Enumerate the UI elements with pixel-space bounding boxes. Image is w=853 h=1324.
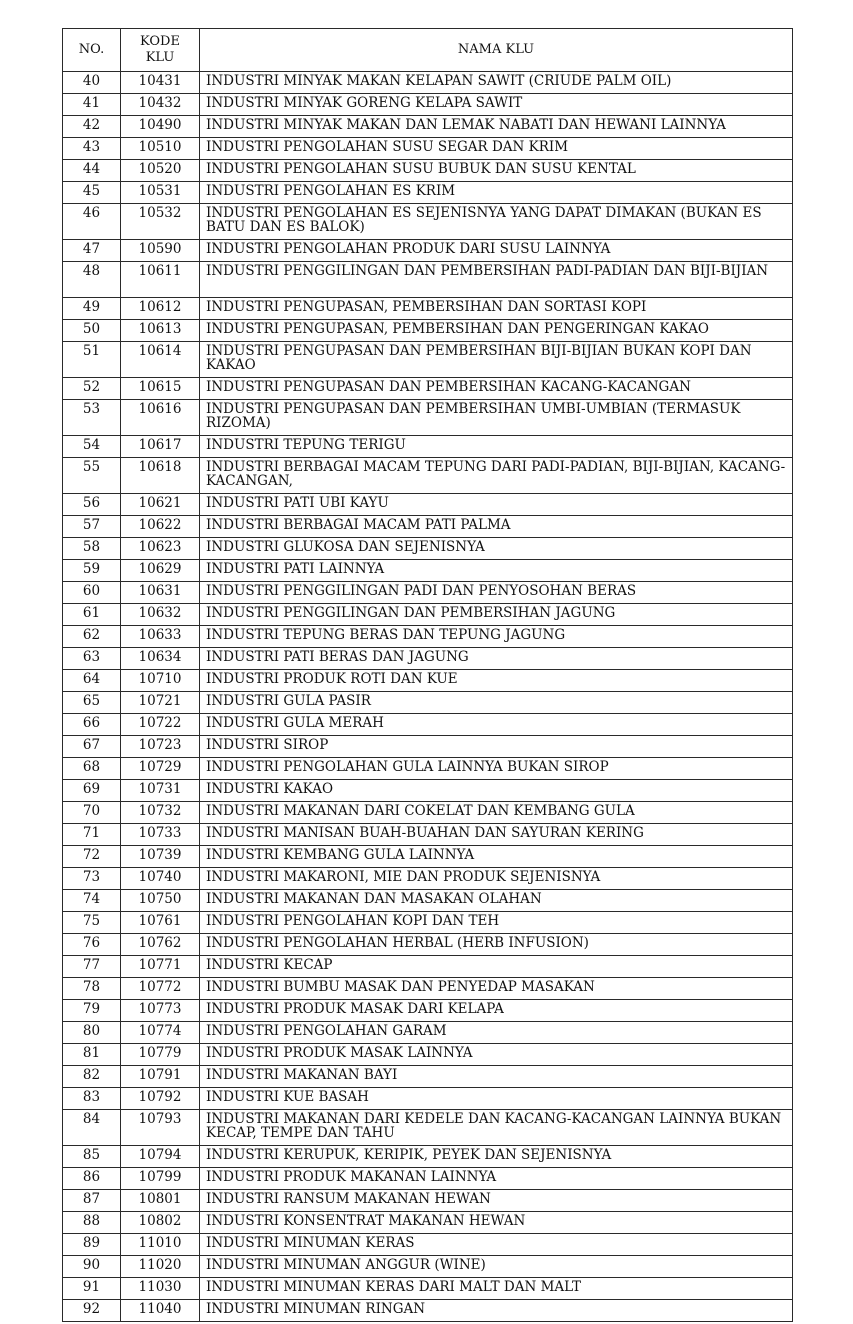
row-nama: INDUSTRI PENGOLAHAN GARAM bbox=[200, 1022, 793, 1044]
row-kode: 10623 bbox=[121, 538, 200, 560]
table-row bbox=[63, 912, 793, 934]
row-kode: 10791 bbox=[121, 1066, 200, 1088]
row-nama: INDUSTRI PENGOLAHAN ES SEJENISNYA YANG DAPAT DIMAKAN (BUKAN ES BATU DAN ES BALOK) bbox=[200, 204, 793, 240]
row-no: 63 bbox=[63, 648, 121, 670]
table-row bbox=[63, 1110, 793, 1146]
row-nama: INDUSTRI KEMBANG GULA LAINNYA bbox=[200, 846, 793, 868]
table-row bbox=[63, 978, 793, 1000]
table-row bbox=[63, 262, 793, 298]
table-row bbox=[63, 1066, 793, 1088]
row-kode: 10614 bbox=[121, 342, 200, 378]
table-row bbox=[63, 1256, 793, 1278]
row-nama: INDUSTRI PENGUPASAN DAN PEMBERSIHAN UMBI-UMBIAN (TERMASUK RIZOMA) bbox=[200, 400, 793, 436]
row-kode: 10622 bbox=[121, 516, 200, 538]
row-kode: 10739 bbox=[121, 846, 200, 868]
row-no: 44 bbox=[63, 160, 121, 182]
row-no: 85 bbox=[63, 1146, 121, 1168]
table-row bbox=[63, 670, 793, 692]
row-kode: 10612 bbox=[121, 298, 200, 320]
row-no: 49 bbox=[63, 298, 121, 320]
row-no: 74 bbox=[63, 890, 121, 912]
table-row bbox=[63, 320, 793, 342]
row-nama: INDUSTRI PENGUPASAN DAN PEMBERSIHAN BIJI-BIJIAN BUKAN KOPI DAN KAKAO bbox=[200, 342, 793, 378]
row-kode: 10431 bbox=[121, 72, 200, 94]
row-nama: INDUSTRI PENGOLAHAN PRODUK DARI SUSU LAINNYA bbox=[200, 240, 793, 262]
row-no: 75 bbox=[63, 912, 121, 934]
row-kode: 10802 bbox=[121, 1212, 200, 1234]
table-body bbox=[63, 72, 793, 1322]
row-no: 68 bbox=[63, 758, 121, 780]
table-row bbox=[63, 1190, 793, 1212]
row-no: 91 bbox=[63, 1278, 121, 1300]
row-nama: INDUSTRI MINYAK MAKAN DAN LEMAK NABATI DAN HEWANI LAINNYA bbox=[200, 116, 793, 138]
row-no: 87 bbox=[63, 1190, 121, 1212]
row-kode: 10618 bbox=[121, 458, 200, 494]
row-kode: 10723 bbox=[121, 736, 200, 758]
table-row bbox=[63, 714, 793, 736]
row-no: 70 bbox=[63, 802, 121, 824]
row-no: 61 bbox=[63, 604, 121, 626]
row-no: 72 bbox=[63, 846, 121, 868]
row-no: 89 bbox=[63, 1234, 121, 1256]
row-nama: INDUSTRI BERBAGAI MACAM PATI PALMA bbox=[200, 516, 793, 538]
row-kode: 10772 bbox=[121, 978, 200, 1000]
row-kode: 10616 bbox=[121, 400, 200, 436]
row-nama: INDUSTRI PATI BERAS DAN JAGUNG bbox=[200, 648, 793, 670]
row-kode: 10520 bbox=[121, 160, 200, 182]
row-no: 84 bbox=[63, 1110, 121, 1146]
row-no: 82 bbox=[63, 1066, 121, 1088]
table-row bbox=[63, 458, 793, 494]
row-no: 83 bbox=[63, 1088, 121, 1110]
table-row bbox=[63, 138, 793, 160]
row-nama: INDUSTRI PENGOLAHAN ES KRIM bbox=[200, 182, 793, 204]
row-no: 86 bbox=[63, 1168, 121, 1190]
row-nama: INDUSTRI PRODUK ROTI DAN KUE bbox=[200, 670, 793, 692]
table-row bbox=[63, 1212, 793, 1234]
row-nama: INDUSTRI MAKANAN DAN MASAKAN OLAHAN bbox=[200, 890, 793, 912]
row-nama: INDUSTRI MINUMAN ANGGUR (WINE) bbox=[200, 1256, 793, 1278]
row-nama: INDUSTRI PENGOLAHAN HERBAL (HERB INFUSION) bbox=[200, 934, 793, 956]
row-nama: INDUSTRI PENGOLAHAN SUSU BUBUK DAN SUSU KENTAL bbox=[200, 160, 793, 182]
row-kode: 10740 bbox=[121, 868, 200, 890]
row-no: 79 bbox=[63, 1000, 121, 1022]
table-row bbox=[63, 1278, 793, 1300]
row-nama: INDUSTRI KECAP bbox=[200, 956, 793, 978]
table-row bbox=[63, 342, 793, 378]
row-no: 60 bbox=[63, 582, 121, 604]
row-kode: 10722 bbox=[121, 714, 200, 736]
table-row bbox=[63, 780, 793, 802]
row-nama: INDUSTRI MAKANAN DARI COKELAT DAN KEMBANG GULA bbox=[200, 802, 793, 824]
row-no: 59 bbox=[63, 560, 121, 582]
table-row bbox=[63, 1000, 793, 1022]
row-kode: 10510 bbox=[121, 138, 200, 160]
klu-table bbox=[62, 28, 793, 1322]
row-no: 67 bbox=[63, 736, 121, 758]
table-row bbox=[63, 1044, 793, 1066]
row-no: 52 bbox=[63, 378, 121, 400]
table-row bbox=[63, 1234, 793, 1256]
row-no: 76 bbox=[63, 934, 121, 956]
row-kode: 10621 bbox=[121, 494, 200, 516]
row-kode: 11020 bbox=[121, 1256, 200, 1278]
row-no: 48 bbox=[63, 262, 121, 298]
row-kode: 10721 bbox=[121, 692, 200, 714]
table-row bbox=[63, 436, 793, 458]
table-row bbox=[63, 1146, 793, 1168]
table-header bbox=[63, 29, 793, 72]
row-kode: 10531 bbox=[121, 182, 200, 204]
row-no: 90 bbox=[63, 1256, 121, 1278]
row-kode: 10731 bbox=[121, 780, 200, 802]
row-nama: INDUSTRI GULA PASIR bbox=[200, 692, 793, 714]
row-kode: 10615 bbox=[121, 378, 200, 400]
row-no: 51 bbox=[63, 342, 121, 378]
row-no: 40 bbox=[63, 72, 121, 94]
row-nama: INDUSTRI GULA MERAH bbox=[200, 714, 793, 736]
table-row bbox=[63, 94, 793, 116]
row-no: 69 bbox=[63, 780, 121, 802]
row-no: 78 bbox=[63, 978, 121, 1000]
row-nama: INDUSTRI KONSENTRAT MAKANAN HEWAN bbox=[200, 1212, 793, 1234]
table-row bbox=[63, 400, 793, 436]
table-row bbox=[63, 494, 793, 516]
row-no: 92 bbox=[63, 1300, 121, 1322]
row-no: 77 bbox=[63, 956, 121, 978]
row-nama: INDUSTRI MAKARONI, MIE DAN PRODUK SEJENISNYA bbox=[200, 868, 793, 890]
row-nama: INDUSTRI PENGUPASAN, PEMBERSIHAN DAN SORTASI KOPI bbox=[200, 298, 793, 320]
table-row bbox=[63, 824, 793, 846]
row-no: 50 bbox=[63, 320, 121, 342]
row-nama: INDUSTRI KAKAO bbox=[200, 780, 793, 802]
header-nama: NAMA KLU bbox=[200, 29, 793, 72]
row-kode: 11010 bbox=[121, 1234, 200, 1256]
table-row bbox=[63, 516, 793, 538]
row-kode: 10617 bbox=[121, 436, 200, 458]
row-no: 64 bbox=[63, 670, 121, 692]
row-kode: 10779 bbox=[121, 1044, 200, 1066]
table-row bbox=[63, 1088, 793, 1110]
row-kode: 10750 bbox=[121, 890, 200, 912]
row-kode: 10733 bbox=[121, 824, 200, 846]
table-row bbox=[63, 736, 793, 758]
row-nama: INDUSTRI PENGOLAHAN KOPI DAN TEH bbox=[200, 912, 793, 934]
row-nama: INDUSTRI MINUMAN KERAS DARI MALT DAN MALT bbox=[200, 1278, 793, 1300]
row-no: 41 bbox=[63, 94, 121, 116]
table-row bbox=[63, 758, 793, 780]
row-no: 54 bbox=[63, 436, 121, 458]
row-kode: 10794 bbox=[121, 1146, 200, 1168]
row-nama: INDUSTRI TEPUNG BERAS DAN TEPUNG JAGUNG bbox=[200, 626, 793, 648]
row-nama: INDUSTRI PENGGILINGAN PADI DAN PENYOSOHAN BERAS bbox=[200, 582, 793, 604]
row-nama: INDUSTRI PENGUPASAN DAN PEMBERSIHAN KACANG-KACANGAN bbox=[200, 378, 793, 400]
row-nama: INDUSTRI BUMBU MASAK DAN PENYEDAP MASAKAN bbox=[200, 978, 793, 1000]
row-nama: INDUSTRI PENGOLAHAN SUSU SEGAR DAN KRIM bbox=[200, 138, 793, 160]
row-nama: INDUSTRI PATI LAINNYA bbox=[200, 560, 793, 582]
row-no: 73 bbox=[63, 868, 121, 890]
row-nama: INDUSTRI MINUMAN RINGAN bbox=[200, 1300, 793, 1322]
table-row bbox=[63, 1300, 793, 1322]
row-nama: INDUSTRI SIROP bbox=[200, 736, 793, 758]
row-nama: INDUSTRI PRODUK MASAK DARI KELAPA bbox=[200, 1000, 793, 1022]
table-row bbox=[63, 116, 793, 138]
row-nama: INDUSTRI PATI UBI KAYU bbox=[200, 494, 793, 516]
row-kode: 10710 bbox=[121, 670, 200, 692]
row-nama: INDUSTRI PENGUPASAN, PEMBERSIHAN DAN PENGERINGAN KAKAO bbox=[200, 320, 793, 342]
table-row bbox=[63, 182, 793, 204]
row-kode: 11040 bbox=[121, 1300, 200, 1322]
row-kode: 10632 bbox=[121, 604, 200, 626]
row-no: 80 bbox=[63, 1022, 121, 1044]
table-row bbox=[63, 604, 793, 626]
table-row bbox=[63, 560, 793, 582]
table-row bbox=[63, 648, 793, 670]
row-no: 88 bbox=[63, 1212, 121, 1234]
row-no: 43 bbox=[63, 138, 121, 160]
header-kode-line1: KODE bbox=[140, 34, 180, 49]
row-no: 45 bbox=[63, 182, 121, 204]
table-row bbox=[63, 626, 793, 648]
table-row bbox=[63, 1168, 793, 1190]
row-nama: INDUSTRI PENGGILINGAN DAN PEMBERSIHAN JAGUNG bbox=[200, 604, 793, 626]
table-row bbox=[63, 846, 793, 868]
row-kode: 10774 bbox=[121, 1022, 200, 1044]
row-kode: 10799 bbox=[121, 1168, 200, 1190]
row-nama: INDUSTRI MINUMAN KERAS bbox=[200, 1234, 793, 1256]
row-kode: 10629 bbox=[121, 560, 200, 582]
table-row bbox=[63, 802, 793, 824]
row-kode: 10613 bbox=[121, 320, 200, 342]
row-nama: INDUSTRI PRODUK MAKANAN LAINNYA bbox=[200, 1168, 793, 1190]
table-row bbox=[63, 538, 793, 560]
table-row bbox=[63, 204, 793, 240]
row-nama: INDUSTRI PENGGILINGAN DAN PEMBERSIHAN PADI-PADIAN DAN BIJI-BIJIAN bbox=[200, 262, 793, 298]
table-row bbox=[63, 160, 793, 182]
row-no: 46 bbox=[63, 204, 121, 240]
table-row bbox=[63, 890, 793, 912]
table-row bbox=[63, 934, 793, 956]
row-kode: 10793 bbox=[121, 1110, 200, 1146]
table-row bbox=[63, 240, 793, 262]
row-no: 55 bbox=[63, 458, 121, 494]
row-no: 42 bbox=[63, 116, 121, 138]
row-nama: INDUSTRI PENGOLAHAN GULA LAINNYA BUKAN SIROP bbox=[200, 758, 793, 780]
row-kode: 10801 bbox=[121, 1190, 200, 1212]
row-kode: 10633 bbox=[121, 626, 200, 648]
row-nama: INDUSTRI TEPUNG TERIGU bbox=[200, 436, 793, 458]
table-row bbox=[63, 692, 793, 714]
row-nama: INDUSTRI MAKANAN DARI KEDELE DAN KACANG-KACANGAN LAINNYA BUKAN KECAP, TEMPE DAN TAHU bbox=[200, 1110, 793, 1146]
row-no: 57 bbox=[63, 516, 121, 538]
row-kode: 10771 bbox=[121, 956, 200, 978]
row-kode: 10761 bbox=[121, 912, 200, 934]
header-kode-line2: KLU bbox=[145, 50, 175, 65]
row-kode: 10532 bbox=[121, 204, 200, 240]
row-nama: INDUSTRI MAKANAN BAYI bbox=[200, 1066, 793, 1088]
row-nama: INDUSTRI RANSUM MAKANAN HEWAN bbox=[200, 1190, 793, 1212]
row-nama: INDUSTRI GLUKOSA DAN SEJENISNYA bbox=[200, 538, 793, 560]
row-nama: INDUSTRI KERUPUK, KERIPIK, PEYEK DAN SEJENISNYA bbox=[200, 1146, 793, 1168]
row-no: 56 bbox=[63, 494, 121, 516]
row-no: 65 bbox=[63, 692, 121, 714]
row-no: 58 bbox=[63, 538, 121, 560]
table-row bbox=[63, 72, 793, 94]
row-nama: INDUSTRI MINYAK GORENG KELAPA SAWIT bbox=[200, 94, 793, 116]
row-no: 53 bbox=[63, 400, 121, 436]
row-nama: INDUSTRI PRODUK MASAK LAINNYA bbox=[200, 1044, 793, 1066]
row-no: 66 bbox=[63, 714, 121, 736]
row-kode: 10773 bbox=[121, 1000, 200, 1022]
row-kode: 11030 bbox=[121, 1278, 200, 1300]
row-kode: 10729 bbox=[121, 758, 200, 780]
row-no: 47 bbox=[63, 240, 121, 262]
row-nama: INDUSTRI MINYAK MAKAN KELAPAN SAWIT (CRIUDE PALM OIL) bbox=[200, 72, 793, 94]
header-no: NO. bbox=[63, 29, 121, 72]
table-row bbox=[63, 378, 793, 400]
row-kode: 10590 bbox=[121, 240, 200, 262]
row-kode: 10634 bbox=[121, 648, 200, 670]
row-nama: INDUSTRI MANISAN BUAH-BUAHAN DAN SAYURAN KERING bbox=[200, 824, 793, 846]
table-row bbox=[63, 298, 793, 320]
table-row bbox=[63, 582, 793, 604]
row-no: 71 bbox=[63, 824, 121, 846]
row-no: 81 bbox=[63, 1044, 121, 1066]
row-no: 62 bbox=[63, 626, 121, 648]
row-kode: 10762 bbox=[121, 934, 200, 956]
row-kode: 10631 bbox=[121, 582, 200, 604]
row-kode: 10792 bbox=[121, 1088, 200, 1110]
row-nama: INDUSTRI BERBAGAI MACAM TEPUNG DARI PADI-PADIAN, BIJI-BIJIAN, KACANG-KACANGAN, bbox=[200, 458, 793, 494]
header-kode bbox=[121, 29, 200, 72]
row-kode: 10490 bbox=[121, 116, 200, 138]
row-kode: 10432 bbox=[121, 94, 200, 116]
table-row bbox=[63, 868, 793, 890]
row-kode: 10611 bbox=[121, 262, 200, 298]
table-row bbox=[63, 1022, 793, 1044]
table-row bbox=[63, 956, 793, 978]
row-nama: INDUSTRI KUE BASAH bbox=[200, 1088, 793, 1110]
row-kode: 10732 bbox=[121, 802, 200, 824]
